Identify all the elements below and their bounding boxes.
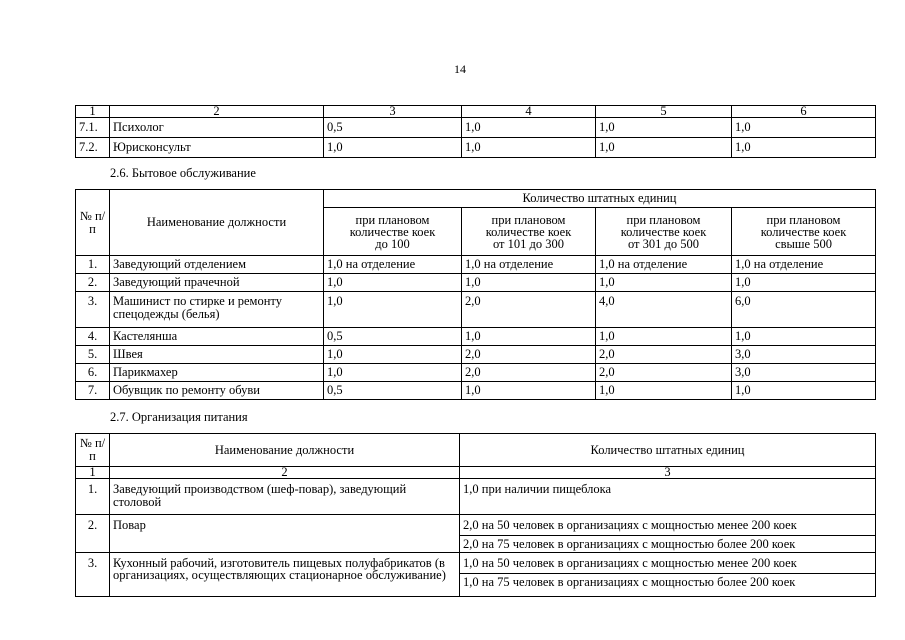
section-title-2-7: 2.7. Организация питания (110, 410, 248, 424)
subheader-beds-101-300: при плановом количестве коек от 101 до 300 (462, 208, 596, 256)
quantity-cell: 1,0 (324, 292, 462, 328)
table-row (76, 382, 876, 400)
row-number: 1. (76, 256, 110, 274)
quantity-cell: 1,0 (732, 138, 876, 158)
column-header-quantity: Количество штатных единиц (460, 434, 876, 467)
row-number: 5. (76, 346, 110, 364)
table-row (76, 346, 876, 364)
quantity-cell: 0,5 (324, 382, 462, 400)
row-number: 2. (76, 515, 110, 553)
table-row (76, 515, 876, 553)
quantity-cell: 1,0 (596, 382, 732, 400)
subheader-beds-up-to-100: при плановом количестве коек до 100 (324, 208, 462, 256)
header-cell: 4 (462, 106, 596, 118)
quantity-cell: 1,0 на отделение (324, 256, 462, 274)
table-row (76, 274, 876, 292)
index-cell: 1 (76, 467, 110, 479)
column-header-number: № п/п (76, 434, 110, 467)
table-index-row (76, 467, 876, 479)
row-number: 7.2. (76, 138, 110, 158)
header-cell: 1 (76, 106, 110, 118)
table-row (76, 328, 876, 346)
column-header-name: Наименование должности (110, 434, 460, 467)
row-number: 7.1. (76, 118, 110, 138)
row-number: 2. (76, 274, 110, 292)
position-name: Швея (110, 346, 324, 364)
column-header-number: № п/п (76, 190, 110, 256)
row-number: 3. (76, 553, 110, 597)
header-cell: 2 (110, 106, 324, 118)
column-header-name: Наименование должности (110, 190, 324, 256)
quantity-cell: 1,0 (462, 274, 596, 292)
quantity-cell: 1,0 (596, 274, 732, 292)
quantity-cell: 0,5 (324, 328, 462, 346)
quantity-cell: 1,0 (462, 328, 596, 346)
quantity-cell: 1,0 (596, 328, 732, 346)
quantity-line: 1,0 на 50 человек в организациях с мощностью менее 200 коек (460, 553, 875, 574)
quantity-line: 1,0 на 75 человек в организациях с мощностью более 200 коек (463, 575, 796, 589)
quantity-cell: 6,0 (732, 292, 876, 328)
table-row (76, 138, 876, 158)
table-header-row (76, 106, 876, 118)
row-number: 1. (76, 479, 110, 515)
quantity-cell: 2,0 (596, 364, 732, 382)
quantity-cell: 1,0 (462, 138, 596, 158)
row-number: 7. (76, 382, 110, 400)
position-name: Психолог (110, 118, 324, 138)
index-cell: 2 (110, 467, 460, 479)
subheader-beds-301-500: при плановом количестве коек от 301 до 500 (596, 208, 732, 256)
quantity-cell: 1,0 на отделение (596, 256, 732, 274)
quantity-cell: 1,0 (732, 328, 876, 346)
quantity-cell: 1,0 (732, 274, 876, 292)
quantity-cell: 1,0 (324, 346, 462, 364)
column-header-quantity: Количество штатных единиц (324, 190, 876, 208)
household-services-table (75, 189, 876, 400)
page-number: 14 (454, 62, 466, 76)
row-number: 4. (76, 328, 110, 346)
quantity-cell: 1,0 (596, 118, 732, 138)
position-name: Кастелянша (110, 328, 324, 346)
subheader-beds-over-500: при плановом количестве коек свыше 500 (732, 208, 876, 256)
table-row (76, 364, 876, 382)
quantity-cell: 1,0 при наличии пищеблока (460, 479, 876, 515)
position-name: Заведующий прачечной (110, 274, 324, 292)
quantity-cell: 2,0 (462, 292, 596, 328)
row-number: 6. (76, 364, 110, 382)
quantity-cell (460, 515, 876, 553)
header-cell: 3 (324, 106, 462, 118)
row-number: 3. (76, 292, 110, 328)
index-cell: 3 (460, 467, 876, 479)
quantity-cell: 1,0 (324, 274, 462, 292)
header-cell: 5 (596, 106, 732, 118)
quantity-cell: 3,0 (732, 346, 876, 364)
table-row (76, 292, 876, 328)
quantity-cell: 3,0 (732, 364, 876, 382)
quantity-cell: 2,0 (462, 364, 596, 382)
quantity-cell (460, 553, 876, 597)
table-header-row (76, 190, 876, 208)
table-header-row (76, 434, 876, 467)
position-name: Кухонный рабочий, изготовитель пищевых полуфабрикатов (в организациях, осуществляющих стационарное обслуживание) (110, 553, 460, 597)
quantity-line: 2,0 на 75 человек в организациях с мощностью более 200 коек (463, 537, 796, 551)
table-row (76, 479, 876, 515)
quantity-cell: 1,0 (462, 382, 596, 400)
quantity-cell: 1,0 (462, 118, 596, 138)
quantity-cell: 1,0 на отделение (462, 256, 596, 274)
quantity-cell: 2,0 (596, 346, 732, 364)
position-name: Юрисконсульт (110, 138, 324, 158)
quantity-cell: 2,0 (462, 346, 596, 364)
position-name: Заведующий отделением (110, 256, 324, 274)
position-name: Заведующий производством (шеф-повар), заведующий столовой (110, 479, 460, 515)
quantity-cell: 1,0 (324, 138, 462, 158)
position-name: Парикмахер (110, 364, 324, 382)
position-name: Обувщик по ремонту обуви (110, 382, 324, 400)
continuation-table (75, 105, 876, 158)
quantity-line: 2,0 на 50 человек в организациях с мощностью менее 200 коек (460, 515, 875, 536)
quantity-cell: 4,0 (596, 292, 732, 328)
header-cell: 6 (732, 106, 876, 118)
quantity-cell: 1,0 на отделение (732, 256, 876, 274)
quantity-cell: 1,0 (732, 118, 876, 138)
quantity-cell: 0,5 (324, 118, 462, 138)
quantity-cell: 1,0 (596, 138, 732, 158)
table-row (76, 256, 876, 274)
position-name: Машинист по стирке и ремонту спецодежды (белья) (110, 292, 324, 328)
catering-table (75, 433, 876, 597)
quantity-cell: 1,0 (732, 382, 876, 400)
quantity-cell: 1,0 (324, 364, 462, 382)
section-title-2-6: 2.6. Бытовое обслуживание (110, 166, 256, 180)
table-row (76, 553, 876, 597)
table-row (76, 118, 876, 138)
position-name: Повар (110, 515, 460, 553)
